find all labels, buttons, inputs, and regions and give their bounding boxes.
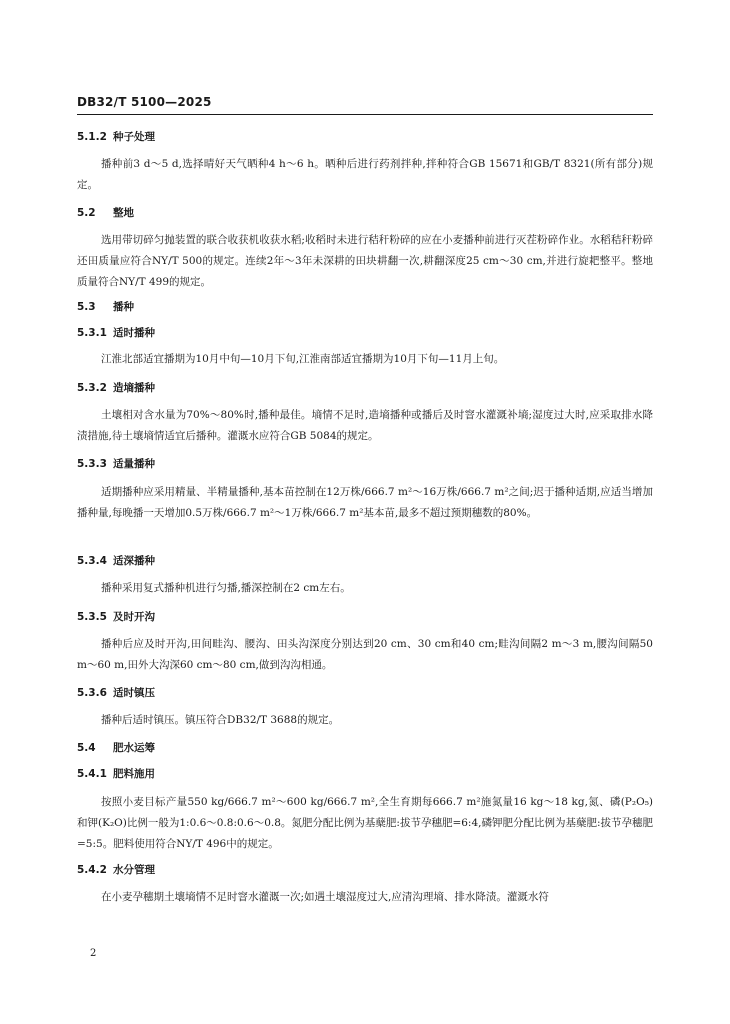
section-number: 5.4.1 bbox=[77, 768, 107, 780]
section-heading-5-3 bbox=[77, 299, 134, 315]
paragraph-timely-sowing: 江淮北部适宜播期为10月中旬—10月下旬,江淮南部适宜播期为10月下旬—11月上旬。 bbox=[101, 353, 505, 365]
section-title: 适时镇压 bbox=[113, 687, 155, 699]
section-heading-5-4-1 bbox=[77, 766, 155, 782]
section-number: 5.4 bbox=[77, 742, 96, 754]
section-title: 水分管理 bbox=[113, 864, 155, 876]
section-heading-5-3-1 bbox=[77, 325, 155, 341]
section-title: 适时播种 bbox=[113, 327, 155, 339]
section-title: 肥料施用 bbox=[113, 768, 155, 780]
section-heading-5-4-2 bbox=[77, 862, 155, 878]
paragraph-ditching: 播种后应及时开沟,田间畦沟、腰沟、田头沟深度分别达到20 cm、30 cm和40 cm;畦沟间隔2 m～3 m,腰沟间隔50 m～60 m,田外大沟深60 cm～80 cm,做到沟沟相通。 bbox=[77, 638, 653, 671]
section-title: 整地 bbox=[113, 207, 134, 219]
section-number: 5.2 bbox=[77, 207, 96, 219]
section-heading-5-1-2 bbox=[77, 129, 155, 145]
paragraph-water-management: 在小麦孕穗期土壤墒情不足时窨水灌溉一次;如遇土壤湿度过大,应清沟理墒、排水降渍。灌溉水符 bbox=[101, 891, 549, 903]
paragraph-seed-treatment: 播种前3 d～5 d,选择晴好天气晒种4 h～6 h。晒种后进行药剂拌种,拌种符合GB 15671和GB/T 8321(所有部分)规定。 bbox=[77, 158, 653, 191]
section-heading-5-4 bbox=[77, 740, 155, 756]
paragraph-land-preparation: 选用带切碎匀抛装置的联合收获机收获水稻;收稻时未进行秸秆粉碎的应在小麦播种前进行灭茬粉碎作业。水稻秸秆粉碎还田质量应符合NY/T 500的规定。连续2年～3年未深耕的田块耕翻一次,耕翻深度25 cm～30 cm,并进行旋耙整平。整地质量符合NY/T 499的规定。 bbox=[77, 234, 653, 288]
section-number: 5.3.2 bbox=[77, 382, 107, 394]
section-number: 5.3.5 bbox=[77, 611, 107, 623]
page-number: 2 bbox=[90, 948, 97, 959]
paragraph-seeding-rate: 适期播种应采用精量、半精量播种,基本苗控制在12万株/666.7 m²～16万株/666.7 m²之间;迟于播种适期,应适当增加播种量,每晚播一天增加0.5万株/666.7 m²～1万株/666.7 m²基本苗,最多不超过预期穗数的80%。 bbox=[77, 486, 653, 519]
section-title: 适量播种 bbox=[113, 458, 155, 470]
section-heading-5-3-4 bbox=[77, 553, 155, 569]
paragraph-compaction: 播种后适时镇压。镇压符合DB32/T 3688的规定。 bbox=[101, 714, 340, 726]
section-heading-5-3-3 bbox=[77, 456, 155, 472]
section-heading-5-3-5 bbox=[77, 609, 155, 625]
section-title: 及时开沟 bbox=[113, 611, 155, 623]
section-number: 5.1.2 bbox=[77, 131, 107, 143]
section-number: 5.3.6 bbox=[77, 687, 107, 699]
section-number: 5.3.4 bbox=[77, 555, 107, 567]
section-heading-5-2 bbox=[77, 205, 134, 221]
section-heading-5-3-6 bbox=[77, 685, 155, 701]
section-number: 5.4.2 bbox=[77, 864, 107, 876]
section-title: 种子处理 bbox=[113, 131, 155, 143]
paragraph-moisture-sowing: 土壤相对含水量为70%～80%时,播种最佳。墒情不足时,造墒播种或播后及时窨水灌溉补墒;湿度过大时,应采取排水降渍措施,待土壤墒情适宜后播种。灌溉水应符合GB 5084的规定。 bbox=[77, 409, 653, 442]
section-title: 播种 bbox=[113, 301, 134, 313]
section-title: 肥水运筹 bbox=[113, 742, 155, 754]
section-heading-5-3-2 bbox=[77, 380, 155, 396]
document-code: DB32/T 5100—2025 bbox=[77, 95, 212, 109]
paragraph-sowing-depth: 播种采用复式播种机进行匀播,播深控制在2 cm左右。 bbox=[101, 582, 351, 594]
section-number: 5.3.1 bbox=[77, 327, 107, 339]
section-title: 造墒播种 bbox=[113, 382, 155, 394]
section-title: 适深播种 bbox=[113, 555, 155, 567]
section-number: 5.3.3 bbox=[77, 458, 107, 470]
section-number: 5.3 bbox=[77, 301, 96, 313]
header-rule bbox=[77, 114, 653, 115]
paragraph-fertilization: 按照小麦目标产量550 kg/666.7 m²～600 kg/666.7 m²,全生育期每666.7 m²施氮量16 kg～18 kg,氮、磷(P₂O₅)和钾(K₂O)比例一般为1:0.6～0.8:0.6～0.8。氮肥分配比例为基蘖肥:拔节孕穗肥=6:4,磷钾肥分配比例为基蘖肥:拔节孕穗肥=5:5。肥料使用符合NY/T 496中的规定。 bbox=[77, 796, 654, 850]
